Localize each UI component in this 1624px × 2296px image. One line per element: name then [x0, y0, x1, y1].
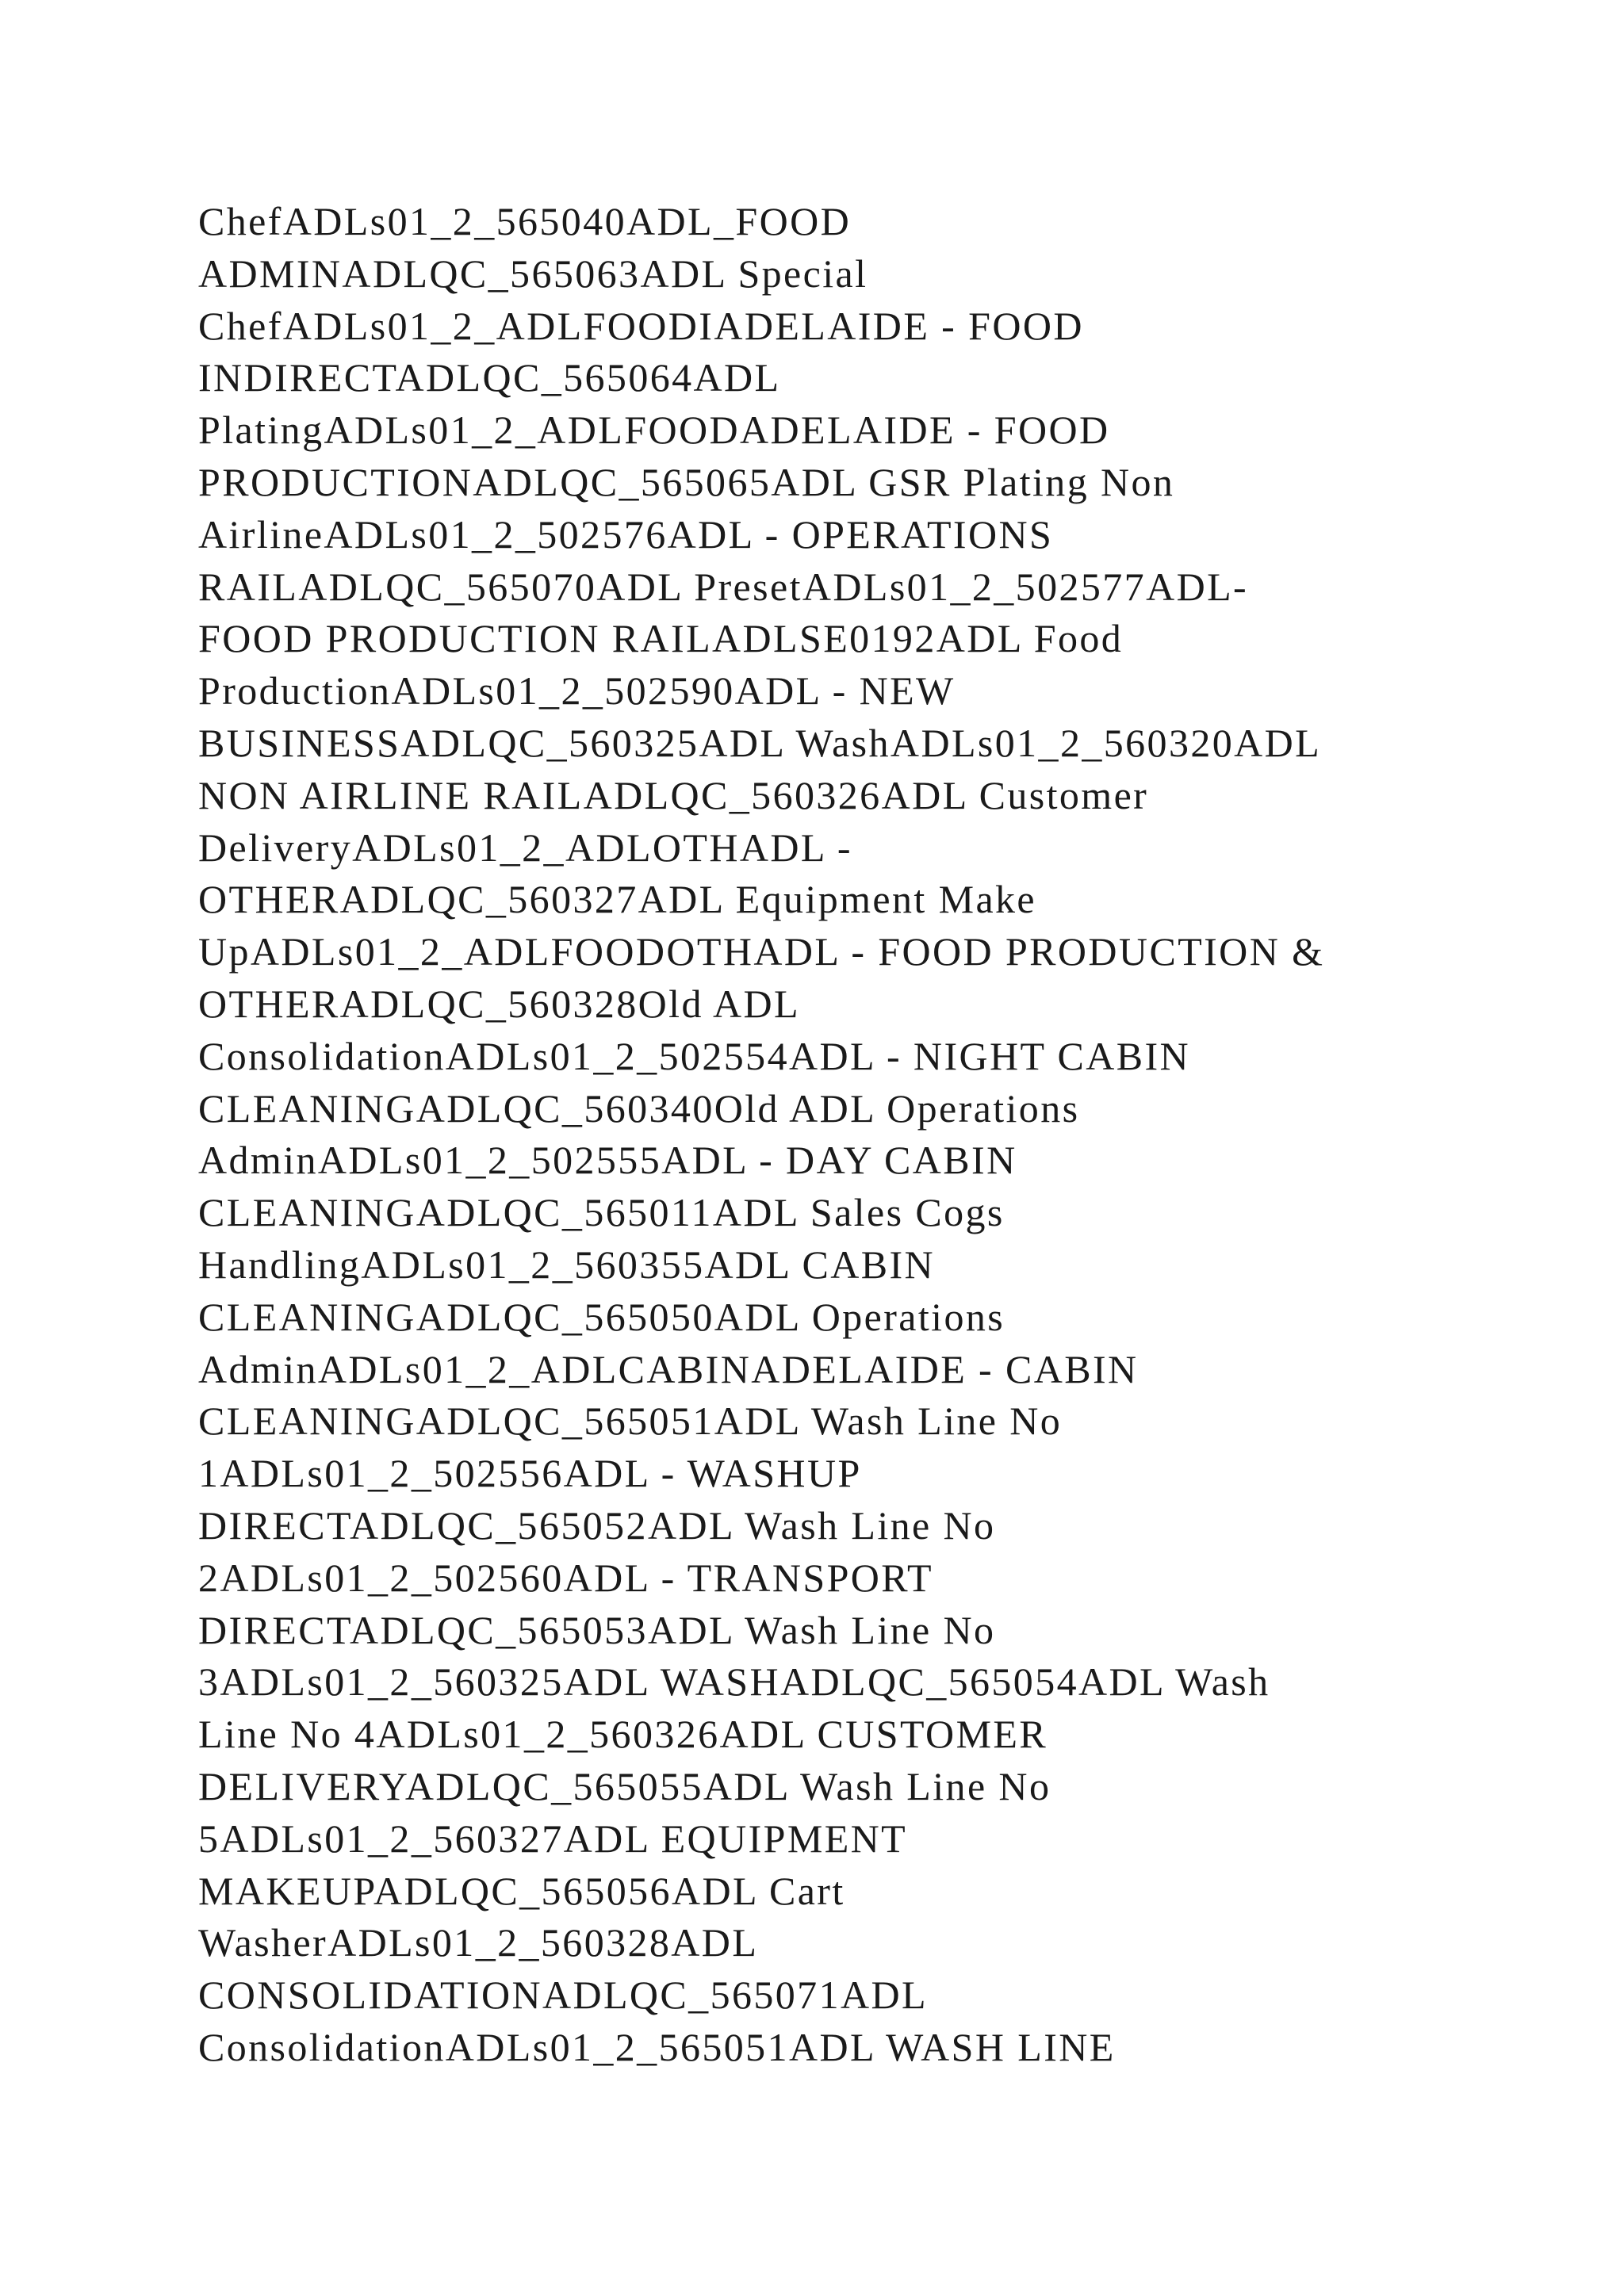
text-line: AdminADLs01_2_ADLCABINADELAIDE - CABIN	[198, 1346, 1139, 1391]
text-line: CLEANINGADLQC_565011ADL Sales Cogs	[198, 1190, 1005, 1235]
text-line: CONSOLIDATIONADLQC_565071ADL	[198, 1973, 928, 2018]
text-line: ADMINADLQC_565063ADL Special	[198, 251, 868, 296]
text-line: MAKEUPADLQC_565056ADL Cart	[198, 1868, 845, 1913]
text-line: UpADLs01_2_ADLFOODOTHADL - FOOD PRODUCTION &	[198, 929, 1325, 974]
text-line: RAILADLQC_565070ADL PresetADLs01_2_502577ADL-	[198, 564, 1249, 609]
text-line: CLEANINGADLQC_565051ADL Wash Line No	[198, 1399, 1063, 1444]
text-line: ProductionADLs01_2_502590ADL - NEW	[198, 668, 956, 714]
text-line: 2ADLs01_2_502560ADL - TRANSPORT	[198, 1555, 933, 1600]
text-line: CLEANINGADLQC_560340Old ADL Operations	[198, 1085, 1080, 1131]
text-line: BUSINESSADLQC_560325ADL WashADLs01_2_560320ADL	[198, 720, 1322, 765]
text-line: WasherADLs01_2_560328ADL	[198, 1920, 759, 1965]
text-line: ChefADLs01_2_ADLFOODIADELAIDE - FOOD	[198, 303, 1084, 348]
text-line: DIRECTADLQC_565052ADL Wash Line No	[198, 1502, 996, 1548]
text-line: 1ADLs01_2_502556ADL - WASHUP	[198, 1451, 862, 1496]
text-line: INDIRECTADLQC_565064ADL	[198, 355, 781, 400]
text-line: AirlineADLs01_2_502576ADL - OPERATIONS	[198, 511, 1054, 557]
text-line: CLEANINGADLQC_565050ADL Operations	[198, 1294, 1005, 1339]
text-line: 5ADLs01_2_560327ADL EQUIPMENT	[198, 1816, 908, 1861]
text-line: 3ADLs01_2_560325ADL WASHADLQC_565054ADL Wash	[198, 1659, 1270, 1705]
text-line: DIRECTADLQC_565053ADL Wash Line No	[198, 1607, 996, 1652]
text-line: DeliveryADLs01_2_ADLOTHADL -	[198, 825, 852, 870]
text-line: NON AIRLINE RAILADLQC_560326ADL Customer	[198, 772, 1149, 817]
text-line: OTHERADLQC_560328Old ADL	[198, 981, 800, 1026]
text-line: DELIVERYADLQC_565055ADL Wash Line No	[198, 1763, 1051, 1808]
text-line: FOOD PRODUCTION RAILADLSE0192ADL Food	[198, 616, 1124, 661]
text-line: OTHERADLQC_560327ADL Equipment Make	[198, 877, 1037, 922]
text-line: AdminADLs01_2_502555ADL - DAY CABIN	[198, 1138, 1017, 1183]
text-line: ChefADLs01_2_565040ADL_FOOD	[198, 199, 852, 243]
text-line: PlatingADLs01_2_ADLFOODADELAIDE - FOOD	[198, 408, 1110, 453]
body-text	[198, 196, 1467, 2074]
text-line: ConsolidationADLs01_2_565051ADL WASH LINE	[198, 2024, 1116, 2069]
text-line: ConsolidationADLs01_2_502554ADL - NIGHT CABIN	[198, 1033, 1191, 1078]
text-line: Line No 4ADLs01_2_560326ADL CUSTOMER	[198, 1712, 1048, 1757]
text-line: HandlingADLs01_2_560355ADL CABIN	[198, 1242, 936, 1287]
text-line: PRODUCTIONADLQC_565065ADL GSR Plating Non	[198, 459, 1175, 504]
